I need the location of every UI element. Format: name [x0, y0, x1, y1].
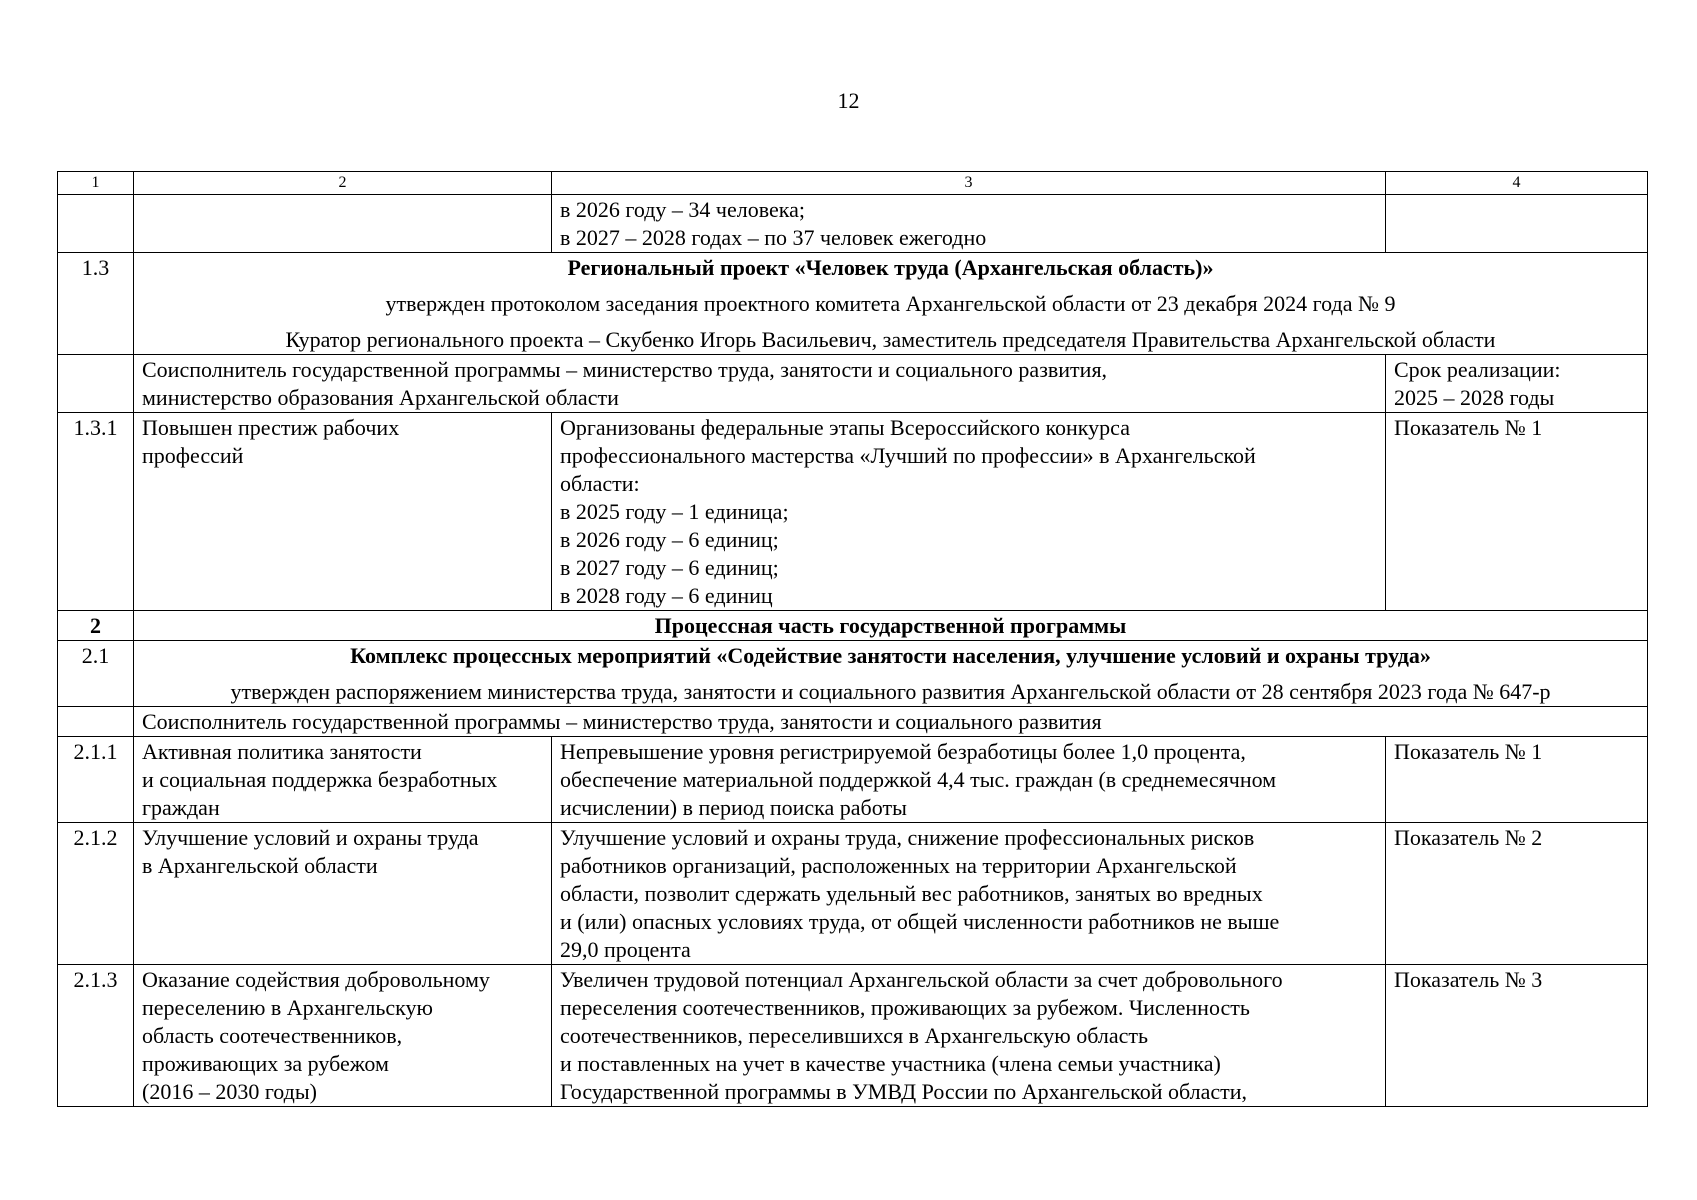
indicator-cell: Показатель № 1 [1386, 737, 1648, 823]
result-line: области: [560, 471, 640, 496]
project-title: Региональный проект «Человек труда (Архангельская область)» [567, 255, 1214, 280]
task-line: Улучшение условий и охраны труда [142, 825, 479, 850]
result-line: в 2027 – 2028 годах – по 37 человек ежегодно [560, 225, 987, 250]
result-line: Непревышение уровня регистрируемой безработицы более 1,0 процента, [560, 739, 1246, 764]
task-line: Активная политика занятости [142, 739, 422, 764]
result-cell [552, 195, 1386, 253]
result-line: области, позволит сдержать удельный вес работников, занятых во вредных [560, 881, 1263, 906]
table-row-1-3-1 [58, 413, 1648, 611]
complex-approval: утвержден распоряжением министерства труда, занятости и социального развития Архангельской области от 28 сентября 2023 года № 647-р [230, 679, 1551, 704]
complex-info-cell [134, 641, 1648, 707]
result-line: обеспечение материальной поддержкой 4,4 тыс. граждан (в среднемесячном [560, 767, 1277, 792]
result-line: соотечественников, переселившихся в Архангельскую область [560, 1023, 1149, 1048]
result-line: и (или) опасных условиях труда, от общей численности работников не выше [560, 909, 1280, 934]
header-col-3: 3 [552, 172, 1386, 195]
row-number: 2.1.2 [58, 823, 134, 965]
section-number: 2 [58, 611, 134, 641]
table-row-2-1-2 [58, 823, 1648, 965]
row-number: 2.1.1 [58, 737, 134, 823]
table-row-2-1-1 [58, 737, 1648, 823]
coexecutor-cell [134, 355, 1386, 413]
result-line: Увеличен трудовой потенциал Архангельской области за счет добровольного [560, 967, 1283, 992]
result-cell [552, 965, 1386, 1107]
num-cell [58, 707, 134, 737]
coexecutor-line: Соисполнитель государственной программы – министерство труда, занятости и социального развития, [142, 357, 1108, 382]
result-line: Улучшение условий и охраны труда, снижение профессиональных рисков [560, 825, 1255, 850]
term-cell [1386, 355, 1648, 413]
term-label: Срок реализации: [1394, 357, 1561, 382]
result-line: в 2026 году – 6 единиц; [560, 527, 779, 552]
term-value: 2025 – 2028 годы [1394, 385, 1555, 410]
program-table [57, 171, 1648, 1107]
header-col-1: 1 [58, 172, 134, 195]
coexecutor-cell: Соисполнитель государственной программы – министерство труда, занятости и социального развития [134, 707, 1648, 737]
num-cell [58, 355, 134, 413]
project-approval: утвержден протоколом заседания проектного комитета Архангельской области от 23 декабря 2024 года № 9 [385, 291, 1396, 316]
page-number: 12 [837, 88, 860, 113]
result-cell [552, 413, 1386, 611]
project-row-1-3 [58, 253, 1648, 355]
task-cell [134, 965, 552, 1107]
coexecutor-line: министерство образования Архангельской области [142, 385, 619, 410]
result-line: Государственной программы в УМВД России по Архангельской области, [560, 1079, 1248, 1104]
task-line: граждан [142, 795, 220, 820]
header-col-2: 2 [134, 172, 552, 195]
task-line: Оказание содействия добровольному [142, 967, 490, 992]
indicator-cell: Показатель № 1 [1386, 413, 1648, 611]
task-line: в Архангельской области [142, 853, 378, 878]
result-line: и поставленных на учет в качестве участника (члена семьи участника) [560, 1051, 1221, 1076]
coexecutor-row-1-3 [58, 355, 1648, 413]
section-title: Процессная часть государственной программы [134, 611, 1648, 641]
coexecutor-row-2-1 [58, 707, 1648, 737]
result-line: профессионального мастерства «Лучший по профессии» в Архангельской [560, 443, 1256, 468]
section-row-2 [58, 611, 1648, 641]
row-number: 1.3.1 [58, 413, 134, 611]
complex-number: 2.1 [58, 641, 134, 707]
indicator-cell: Показатель № 2 [1386, 823, 1648, 965]
indicator-cell: Показатель № 3 [1386, 965, 1648, 1107]
result-cell [552, 737, 1386, 823]
indicator-cell [1386, 195, 1648, 253]
project-number: 1.3 [58, 253, 134, 355]
task-cell [134, 413, 552, 611]
result-line: в 2027 году – 6 единиц; [560, 555, 779, 580]
result-line: Организованы федеральные этапы Всероссийского конкурса [560, 415, 1130, 440]
result-line: переселения соотечественников, проживающих за рубежом. Численность [560, 995, 1250, 1020]
row-number: 2.1.3 [58, 965, 134, 1107]
task-line: область соотечественников, [142, 1023, 403, 1048]
result-line: в 2028 году – 6 единиц [560, 583, 773, 608]
result-line: в 2026 году – 34 человека; [560, 197, 805, 222]
task-line: и социальная поддержка безработных [142, 767, 498, 792]
task-line: проживающих за рубежом [142, 1051, 389, 1076]
task-line: профессий [142, 443, 244, 468]
result-line: в 2025 году – 1 единица; [560, 499, 789, 524]
result-cell [552, 823, 1386, 965]
complex-row-2-1 [58, 641, 1648, 707]
result-line: исчислении) в период поиска работы [560, 795, 907, 820]
header-row [58, 172, 1648, 195]
task-cell [134, 737, 552, 823]
result-line: 29,0 процента [560, 937, 691, 962]
result-line: работников организаций, расположенных на территории Архангельской [560, 853, 1237, 878]
task-cell [134, 195, 552, 253]
table-row-2-1-3 [58, 965, 1648, 1107]
project-curator: Куратор регионального проекта – Скубенко Игорь Васильевич, заместитель председателя Правительства Архангельской области [285, 327, 1496, 352]
task-line: Повышен престиж рабочих [142, 415, 400, 440]
task-line: переселению в Архангельскую [142, 995, 433, 1020]
header-col-4: 4 [1386, 172, 1648, 195]
task-cell [134, 823, 552, 965]
project-info-cell [134, 253, 1648, 355]
num-cell [58, 195, 134, 253]
complex-title: Комплекс процессных мероприятий «Содействие занятости населения, улучшение условий и охраны труда» [350, 643, 1431, 668]
table-row-continuation [58, 195, 1648, 253]
task-line: (2016 – 2030 годы) [142, 1079, 317, 1104]
